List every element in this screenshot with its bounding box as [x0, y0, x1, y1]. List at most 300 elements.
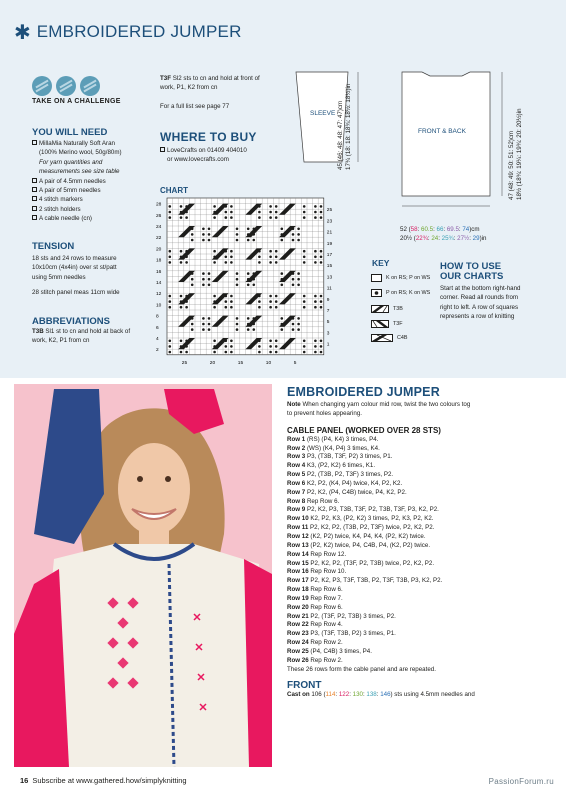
column-number: 10: [265, 360, 272, 366]
purl-dot: [213, 250, 216, 253]
model-photo: [14, 384, 272, 767]
front-heading: FRONT: [287, 680, 322, 692]
purl-dot: [247, 317, 250, 320]
row-number-right: 11: [326, 286, 332, 292]
note-line: to prevent holes appearing.: [287, 409, 362, 417]
abbrev-line: work, P1, K2 from cn: [160, 84, 218, 92]
cable-row: Row 16 Rep Row 10.: [287, 568, 347, 576]
purl-dot: [225, 261, 228, 264]
purl-dot: [213, 261, 216, 264]
purl-dot: [269, 306, 272, 309]
row-number-left: 16: [156, 269, 162, 275]
purl-dot: [269, 216, 272, 219]
key-item-t3f: T3F: [371, 320, 403, 328]
cable-row: Row 25 (P4, C4B) 3 times, P4.: [287, 647, 372, 655]
purl-dot: [314, 345, 317, 348]
difficulty-label: TAKE ON A CHALLENGE: [32, 98, 121, 105]
purl-dot: [169, 256, 172, 259]
purl-dot: [169, 345, 172, 348]
blank-square-icon: [371, 274, 382, 282]
purl-dot: [191, 284, 194, 287]
purl-dot: [269, 345, 272, 348]
checkbox-icon: [32, 196, 37, 201]
purl-dot: [269, 340, 272, 343]
row-number-left: 22: [156, 236, 162, 242]
watermark: PassionForum.ru: [488, 777, 554, 786]
purl-dot: [247, 228, 250, 231]
purl-dot: [297, 284, 300, 287]
yarn-ball-icon: [56, 76, 76, 96]
where-to-buy-title: WHERE TO BUY: [160, 130, 257, 144]
row-number-right: 15: [326, 264, 333, 270]
purl-dot: [297, 272, 300, 275]
purl-dot: [225, 300, 228, 303]
jumper-illustration: [14, 384, 272, 767]
purl-dot: [180, 205, 183, 208]
purl-dot: [269, 205, 272, 208]
purl-dot: [230, 351, 233, 354]
purl-dot: [208, 239, 211, 242]
purl-dot: [320, 351, 323, 354]
purl-dot: [202, 239, 205, 242]
purl-dot: [258, 300, 261, 303]
width-cm: 52 (58: 60.5: 66: 69.5: 74)cm: [400, 226, 480, 233]
purl-dot: [230, 295, 233, 298]
row-number-left: 8: [156, 314, 159, 320]
difficulty-rating: [32, 76, 100, 96]
purl-dot: [169, 351, 172, 354]
purl-dot: [230, 261, 233, 264]
abbrev-line: T3F Sl2 sts to cn and hold at front of: [160, 75, 260, 82]
tension-heading: TENSION: [32, 241, 75, 252]
cable-row: Row 12 (K2, P2) twice, K4, P4, K4, (P2, K2) twice.: [287, 532, 426, 540]
key-item-purl: P on RS; K on WS: [371, 289, 430, 297]
cast-on-line: Cast on 106 (114: 122: 130: 138: 146) sts using 4.5mm needles and: [287, 691, 475, 699]
purl-dot: [230, 216, 233, 219]
cable-row: Row 22 Rep Row 4.: [287, 621, 343, 629]
purl-dot: [269, 211, 272, 214]
purl-dot: [236, 284, 239, 287]
purl-dot: [169, 306, 172, 309]
t3f-symbol-icon: [371, 320, 389, 328]
materials-list: [32, 139, 152, 224]
purl-dot: [297, 317, 300, 320]
material-item: A pair of 4.5mm needles: [32, 177, 152, 186]
purl-dot: [275, 216, 278, 219]
column-number: 25: [181, 360, 188, 366]
purl-dot: [202, 272, 205, 275]
row-number-left: 2: [156, 348, 159, 354]
purl-dot: [213, 340, 216, 343]
purl-dot: [303, 261, 306, 264]
how-to-use-text: Start at the bottom right-hand corner. Read all rounds from right to left. A row of squares represents a row of knitting: [440, 285, 521, 321]
purl-dot: [275, 261, 278, 264]
purl-dot: [191, 239, 194, 242]
dot-square-icon: [371, 289, 382, 297]
purl-dot: [258, 256, 261, 259]
key-item-t3b: T3B: [371, 305, 403, 313]
purl-dot: [314, 295, 317, 298]
row-number-left: 20: [156, 247, 162, 253]
width-in: 20½ (22¾: 24: 25¾: 27½: 29)in: [400, 234, 487, 242]
purl-dot: [314, 340, 317, 343]
row-number-right: 23: [326, 219, 333, 225]
purl-dot: [213, 306, 216, 309]
purl-dot: [180, 261, 183, 264]
purl-dot: [269, 300, 272, 303]
purl-dot: [320, 261, 323, 264]
purl-dot: [247, 284, 250, 287]
purl-dot: [213, 295, 216, 298]
material-item: (100% Merino wool, 50g/80m): [39, 149, 122, 157]
purl-dot: [258, 261, 261, 264]
abbreviations-list: [32, 327, 152, 346]
purl-dot: [169, 340, 172, 343]
purl-dot: [180, 216, 183, 219]
body-width-measure: [400, 226, 486, 243]
yarn-ball-icon: [80, 76, 100, 96]
purl-dot: [236, 317, 239, 320]
purl-dot: [191, 323, 194, 326]
purl-dot: [275, 205, 278, 208]
purl-dot: [208, 323, 211, 326]
purl-dot: [236, 239, 239, 242]
abbrev-line: work, K2, P1 from cn: [32, 337, 90, 345]
column-number: 5: [293, 360, 297, 366]
yarn-ball-icon: [32, 76, 52, 96]
cable-row: Row 14 Rep Row 12.: [287, 550, 347, 558]
sleeve-label: SLEEVE: [310, 110, 336, 117]
row-number-left: 14: [156, 281, 162, 286]
row-number-left: 18: [156, 258, 162, 264]
purl-dot: [292, 328, 295, 331]
purl-dot: [169, 205, 172, 208]
sleeve-length-measure: 45 (46: 48: 48: 47: 47)cm 17¾ (18: 18: 18¾: 18½: 18½)in: [337, 83, 352, 170]
purl-dot: [225, 256, 228, 259]
where-to-buy-box: [160, 130, 270, 174]
purl-dot: [269, 250, 272, 253]
you-will-need-heading: YOU WILL NEED: [32, 127, 108, 138]
key-heading: KEY: [372, 258, 390, 268]
row-number-right: 25: [326, 208, 333, 214]
purl-dot: [230, 306, 233, 309]
purl-dot: [225, 306, 228, 309]
cable-row: Row 6 K2, P2, (K4, P4) twice, K4, P2, K2.: [287, 479, 403, 487]
purl-dot: [180, 351, 183, 354]
purl-dot: [258, 211, 261, 214]
row-number-left: 28: [156, 202, 162, 208]
material-item: measurements see size table: [39, 168, 120, 176]
panel-width: 28 stitch panel meas 11cm wide: [32, 289, 120, 297]
checkbox-icon: [32, 215, 37, 220]
c4b-symbol-icon: [371, 334, 393, 342]
purl-dot: [202, 323, 205, 326]
purl-dot: [236, 278, 239, 281]
purl-dot: [180, 250, 183, 253]
cable-row: Row 4 K3, (P2, K2) 6 times, K1.: [287, 462, 376, 470]
cable-row: Row 24 Rep Row 2.: [287, 639, 343, 647]
purl-dot: [230, 205, 233, 208]
row-number-right: 13: [326, 275, 333, 281]
purl-dot: [208, 328, 211, 331]
cable-rows: [287, 436, 553, 666]
rows-note: These 26 rows form the cable panel and are repeated.: [287, 665, 436, 673]
row-number-left: 10: [156, 303, 162, 309]
cable-row: Row 26 Rep Row 2.: [287, 656, 343, 664]
cable-row: Row 19 Rep Row 7.: [287, 594, 343, 602]
purl-dot: [169, 216, 172, 219]
purl-dot: [314, 351, 317, 354]
purl-dot: [208, 233, 211, 236]
purl-dot: [185, 216, 188, 219]
purl-dot: [297, 328, 300, 331]
purl-dot: [208, 284, 211, 287]
purl-dot: [169, 250, 172, 253]
purl-dot: [169, 300, 172, 303]
where-to-buy-url[interactable]: or www.lovecrafts.com: [167, 156, 229, 164]
cable-row: Row 7 P2, K2, (P4, C4B) twice, P4, K2, P2.: [287, 488, 407, 496]
purl-dot: [225, 345, 228, 348]
front-back-label: FRONT & BACK: [418, 128, 466, 135]
t3b-symbol-icon: [371, 305, 389, 313]
purl-dot: [292, 323, 295, 326]
purl-dot: [320, 295, 323, 298]
tension-line: 18 sts and 24 rows to measure: [32, 255, 117, 262]
cable-panel-heading: CABLE PANEL (WORKED OVER 28 STS): [287, 425, 441, 435]
cable-row: Row 8 Rep Row 6.: [287, 497, 340, 505]
purl-dot: [236, 228, 239, 231]
purl-dot: [202, 278, 205, 281]
material-item: A pair of 5mm needles: [32, 186, 152, 195]
purl-dot: [247, 272, 250, 275]
tension-line: using 5mm needles: [32, 273, 86, 281]
row-number-right: 17: [326, 253, 333, 258]
cable-row: Row 17 P2, K2, P3, T3F, T3B, P2, T3F, T3B, P3, K2, P2.: [287, 577, 443, 585]
purl-dot: [191, 278, 194, 281]
row-number-left: 4: [156, 337, 159, 342]
subscribe-link[interactable]: Subscribe at www.gathered.how/simplyknitting: [32, 776, 187, 785]
cable-row: Row 2 (WS) (K4, P4) 3 times, K4.: [287, 444, 380, 452]
purl-dot: [236, 328, 239, 331]
purl-dot: [269, 351, 272, 354]
purl-dot: [169, 261, 172, 264]
page-title: EMBROIDERED JUMPER: [36, 22, 242, 41]
purl-dot: [230, 211, 233, 214]
material-item: 2 stitch holders: [32, 205, 152, 214]
purl-dot: [303, 345, 306, 348]
cable-row: Row 15 P2, K2, P2, (T3F, P2, T3B) twice, P2, K2, P2.: [287, 559, 435, 567]
purl-dot: [230, 345, 233, 348]
row-number-right: 5: [326, 320, 330, 326]
checkbox-icon: [160, 147, 165, 152]
purl-dot: [281, 317, 284, 320]
purl-dot: [202, 233, 205, 236]
purl-dot: [320, 306, 323, 309]
purl-dot: [208, 278, 211, 281]
purl-dot: [275, 345, 278, 348]
main-title: EMBROIDERED JUMPER: [287, 385, 440, 399]
purl-dot: [303, 306, 306, 309]
body-length-measure: 47 (48: 49: 50: 51: 52)cm 18½ (18¾: 19¼: 19¾: 20: 20½)in: [508, 108, 523, 200]
purl-dot: [202, 328, 205, 331]
t3f-abbrev: [160, 74, 310, 111]
purl-dot: [230, 250, 233, 253]
purl-dot: [269, 256, 272, 259]
where-to-buy-line: LoveCrafts on 01409 404010: [160, 146, 270, 155]
row-number-left: 24: [156, 225, 162, 230]
abbrev-line: T3B Sl1 st to cn and hold at back of: [32, 328, 131, 335]
pattern-instructions: [287, 385, 553, 700]
purl-dot: [191, 233, 194, 236]
material-item: 4 stitch markers: [32, 195, 152, 204]
purl-dot: [297, 323, 300, 326]
row-number-right: 3: [326, 331, 330, 337]
purl-dot: [297, 278, 300, 281]
purl-dot: [269, 261, 272, 264]
purl-dot: [230, 340, 233, 343]
purl-dot: [180, 340, 183, 343]
checkbox-icon: [32, 206, 37, 211]
purl-dot: [275, 306, 278, 309]
cable-row: Row 9 P2, K2, P3, T3B, T3F, P2, T3B, T3F, P3, K2, P2.: [287, 506, 439, 514]
how-to-use-heading: HOW TO USE OUR CHARTS: [440, 261, 504, 282]
tension-text: [32, 254, 152, 298]
purl-dot: [281, 272, 284, 275]
cable-row: Row 1 (RS) (P4, K4) 3 times, P4.: [287, 435, 379, 443]
row-number-right: 19: [326, 241, 333, 247]
purl-dot: [180, 306, 183, 309]
purl-dot: [258, 351, 261, 354]
abbreviations-heading: ABBREVIATIONS: [32, 316, 110, 327]
page-header: [14, 20, 242, 44]
note-line: Note When changing yarn colour mid row, twist the two colours tog: [287, 401, 471, 408]
purl-dot: [292, 284, 295, 287]
key-item-knit: K on RS; P on WS: [371, 274, 430, 282]
purl-dot: [320, 340, 323, 343]
purl-dot: [303, 295, 306, 298]
material-item: A cable needle (cn): [32, 214, 152, 223]
cable-row: Row 21 P2, (T3F, P2, T3B) 3 times, P2.: [287, 612, 396, 620]
purl-dot: [213, 216, 216, 219]
purl-dot: [275, 250, 278, 253]
purl-dot: [253, 328, 256, 331]
purl-dot: [281, 228, 284, 231]
purl-dot: [225, 211, 228, 214]
purl-dot: [225, 216, 228, 219]
purl-dot: [258, 306, 261, 309]
purl-dot: [236, 233, 239, 236]
purl-dot: [320, 300, 323, 303]
purl-dot: [275, 295, 278, 298]
purl-dot: [208, 228, 211, 231]
row-number-right: 9: [326, 297, 330, 303]
page-number: 16: [20, 776, 29, 785]
row-number-right: 7: [326, 309, 330, 314]
column-number: 20: [209, 360, 216, 366]
purl-dot: [169, 295, 172, 298]
cable-row: Row 5 P2, (T3B, P2, T3F) 3 times, P2.: [287, 471, 394, 479]
purl-dot: [303, 351, 306, 354]
purl-dot: [225, 351, 228, 354]
purl-dot: [275, 256, 278, 259]
cable-row: Row 3 P3, (T3B, T3F, P2) 3 times, P1.: [287, 453, 393, 461]
chart-heading: CHART: [160, 186, 188, 195]
cable-row: Row 18 Rep Row 6.: [287, 586, 343, 594]
row-number-left: 12: [156, 292, 162, 298]
purl-dot: [303, 340, 306, 343]
full-list-note: For a full list see page 77: [160, 102, 230, 110]
key-item-c4b: C4B: [371, 334, 408, 342]
cable-row: Row 13 (P2, K2) twice, P4, C4B, P4, (K2, P2) twice.: [287, 541, 431, 549]
purl-dot: [258, 216, 261, 219]
purl-dot: [208, 317, 211, 320]
page-footer: [20, 776, 187, 785]
purl-dot: [185, 306, 188, 309]
purl-dot: [269, 295, 272, 298]
purl-dot: [185, 261, 188, 264]
purl-dot: [281, 328, 284, 331]
asterisk-icon: ✱: [14, 20, 31, 44]
purl-dot: [202, 284, 205, 287]
purl-dot: [303, 300, 306, 303]
checkbox-icon: [32, 187, 37, 192]
purl-dot: [247, 328, 250, 331]
column-number: 15: [237, 360, 244, 366]
purl-dot: [180, 295, 183, 298]
purl-dot: [292, 278, 295, 281]
cable-row: Row 11 P2, K2, P2, (T3B, P2, T3F) twice, P2, K2, P2.: [287, 524, 435, 532]
checkbox-icon: [32, 178, 37, 183]
purl-dot: [258, 345, 261, 348]
checkbox-icon: [32, 140, 37, 145]
purl-dot: [320, 345, 323, 348]
purl-dot: [213, 351, 216, 354]
purl-dot: [191, 328, 194, 331]
purl-dot: [185, 351, 188, 354]
purl-dot: [253, 284, 256, 287]
purl-dot: [169, 211, 172, 214]
purl-dot: [208, 272, 211, 275]
material-item: MillaMia Naturally Soft Aran: [32, 139, 152, 148]
cable-row: Row 23 P3, (T3F, T3B, P2) 3 times, P1.: [287, 630, 396, 638]
purl-dot: [275, 211, 278, 214]
purl-dot: [275, 340, 278, 343]
purl-dot: [253, 239, 256, 242]
cable-row: Row 20 Rep Row 6.: [287, 603, 343, 611]
row-number-right: 21: [326, 230, 333, 236]
cable-row: Row 10 K2, P2, K3, (P2, K2) 3 times, P2, K3, P2, K2.: [287, 515, 434, 523]
purl-dot: [236, 272, 239, 275]
purl-dot: [314, 261, 317, 264]
purl-dot: [314, 306, 317, 309]
row-number-left: 6: [156, 325, 159, 331]
purl-dot: [230, 300, 233, 303]
purl-dot: [281, 284, 284, 287]
purl-dot: [202, 317, 205, 320]
row-number-right: 1: [326, 342, 330, 348]
purl-dot: [281, 239, 284, 242]
purl-dot: [213, 205, 216, 208]
purl-dot: [275, 300, 278, 303]
purl-dot: [247, 239, 250, 242]
purl-dot: [314, 300, 317, 303]
purl-dot: [236, 323, 239, 326]
row-number-left: 26: [156, 213, 162, 219]
material-item: For yarn quantities and: [39, 158, 103, 166]
purl-dot: [275, 351, 278, 354]
purl-dot: [230, 256, 233, 259]
purl-dot: [202, 228, 205, 231]
